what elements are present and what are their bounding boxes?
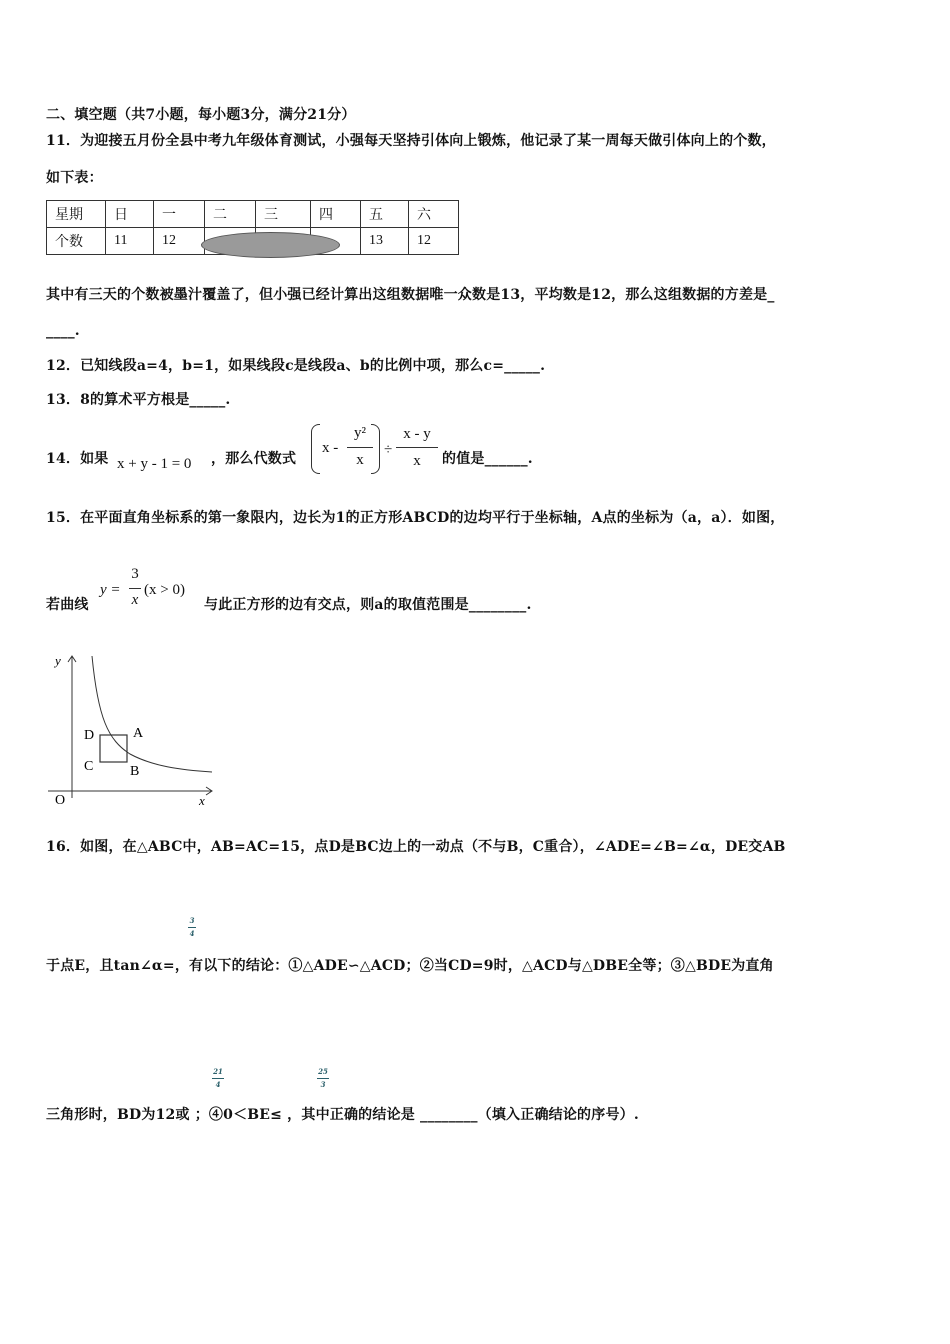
section-title: 二、填空题（共7小题，每小题3分，满分21分）	[46, 107, 356, 123]
q14-mid: ，那么代数式	[211, 451, 297, 467]
q15-curve-cond: (x > 0)	[144, 582, 185, 598]
frac-b-num: 25	[318, 1067, 328, 1076]
point-c-label: C	[84, 759, 94, 774]
q14-prefix: 14．如果	[46, 451, 109, 467]
table-cell: 12	[409, 228, 459, 255]
table-cell: 六	[409, 201, 459, 228]
x-label: x	[199, 793, 205, 808]
q14-frac2-num: x - y	[403, 426, 431, 442]
tan-frac-den: 4	[189, 929, 195, 938]
table-cell: 四	[311, 201, 361, 228]
frac-a-den: 4	[215, 1080, 221, 1089]
q14-expr-x: x -	[322, 440, 339, 456]
q15-curve-y: y =	[100, 582, 121, 598]
q15-curve-num: 3	[131, 566, 139, 582]
q15-curve-den: x	[131, 592, 139, 608]
fraction-bar	[396, 447, 438, 448]
point-d-label: D	[84, 728, 95, 743]
y-label: y	[55, 653, 61, 668]
left-paren	[311, 424, 320, 474]
table-cell: 五	[361, 201, 409, 228]
q15-line1: 15．在平面直角坐标系的第一象限内，边长为1的正方形ABCD的边均平行于坐标轴，A点的坐标为（a，a）．如图，	[46, 510, 785, 526]
tan-frac-num: 3	[189, 916, 195, 925]
table-header-row	[47, 201, 459, 228]
frac-a-num: 21	[213, 1067, 223, 1076]
hyperbola-graph	[40, 648, 220, 813]
point-b-label: B	[130, 764, 140, 779]
table-cell: 12	[154, 228, 205, 255]
q14-condition: x + y - 1 = 0	[117, 456, 192, 472]
table-cell: 星期	[47, 201, 106, 228]
q14-frac2-den: x	[413, 453, 421, 469]
q15-prefix: 若曲线	[46, 597, 89, 613]
q11-line2: 如下表：	[46, 170, 103, 186]
q16-line2: 于点E，且tan∠α=，有以下的结论：①△ADE∽△ACD；②当CD=9时，△ACD与△DBE全等；③△BDE为直角	[46, 958, 774, 974]
q16-line3: 三角形时，BD为12或 ；④0＜BE≤ ，其中正确的结论是 ________（填入正确结论的序号）.	[46, 1107, 639, 1123]
q14-frac1-num: y²	[354, 425, 366, 441]
q13-text: 13．8的算术平方根是_____.	[46, 392, 231, 408]
table-cell: 日	[106, 201, 154, 228]
q14-frac1-den: x	[356, 452, 364, 468]
q11-line1: 11．为迎接五月份全县中考九年级体育测试，小强每天坚持引体向上锻炼，他记录了某一周每天做引体向上的个数，	[46, 133, 776, 149]
table-cell: 二	[205, 201, 256, 228]
table-cell: 11	[106, 228, 154, 255]
point-a-label: A	[133, 726, 144, 741]
fraction-bar	[317, 1078, 329, 1079]
fraction-bar	[212, 1078, 224, 1079]
q14-div: ÷	[384, 442, 393, 458]
fraction-bar	[347, 447, 373, 448]
frac-b-den: 3	[320, 1080, 326, 1089]
q11-line4: ____.	[46, 323, 80, 339]
right-paren	[371, 424, 380, 474]
q14-suffix: 的值是______.	[442, 451, 533, 467]
table-cell: 个数	[47, 228, 106, 255]
fraction-bar	[188, 927, 196, 928]
q15-suffix: 与此正方形的边有交点，则a的取值范围是________.	[204, 597, 532, 613]
hyperbola-curve	[92, 656, 212, 772]
table-cell: 13	[361, 228, 409, 255]
q11-line3: 其中有三天的个数被墨汁覆盖了，但小强已经计算出这组数据唯一众数是13，平均数是12，那么这组数据的方差是_	[46, 287, 775, 303]
q12-text: 12．已知线段a=4，b=1，如果线段c是线段a、b的比例中项，那么c=_____.	[46, 358, 546, 374]
ink-blot	[201, 232, 340, 258]
fraction-bar	[129, 588, 141, 589]
origin-label: O	[55, 793, 66, 808]
table-cell: 三	[256, 201, 311, 228]
q16-line1: 16．如图，在△ABC中，AB=AC=15，点D是BC边上的一动点（不与B，C重合），∠ADE=∠B=∠α，DE交AB	[46, 839, 786, 855]
table-cell: 一	[154, 201, 205, 228]
